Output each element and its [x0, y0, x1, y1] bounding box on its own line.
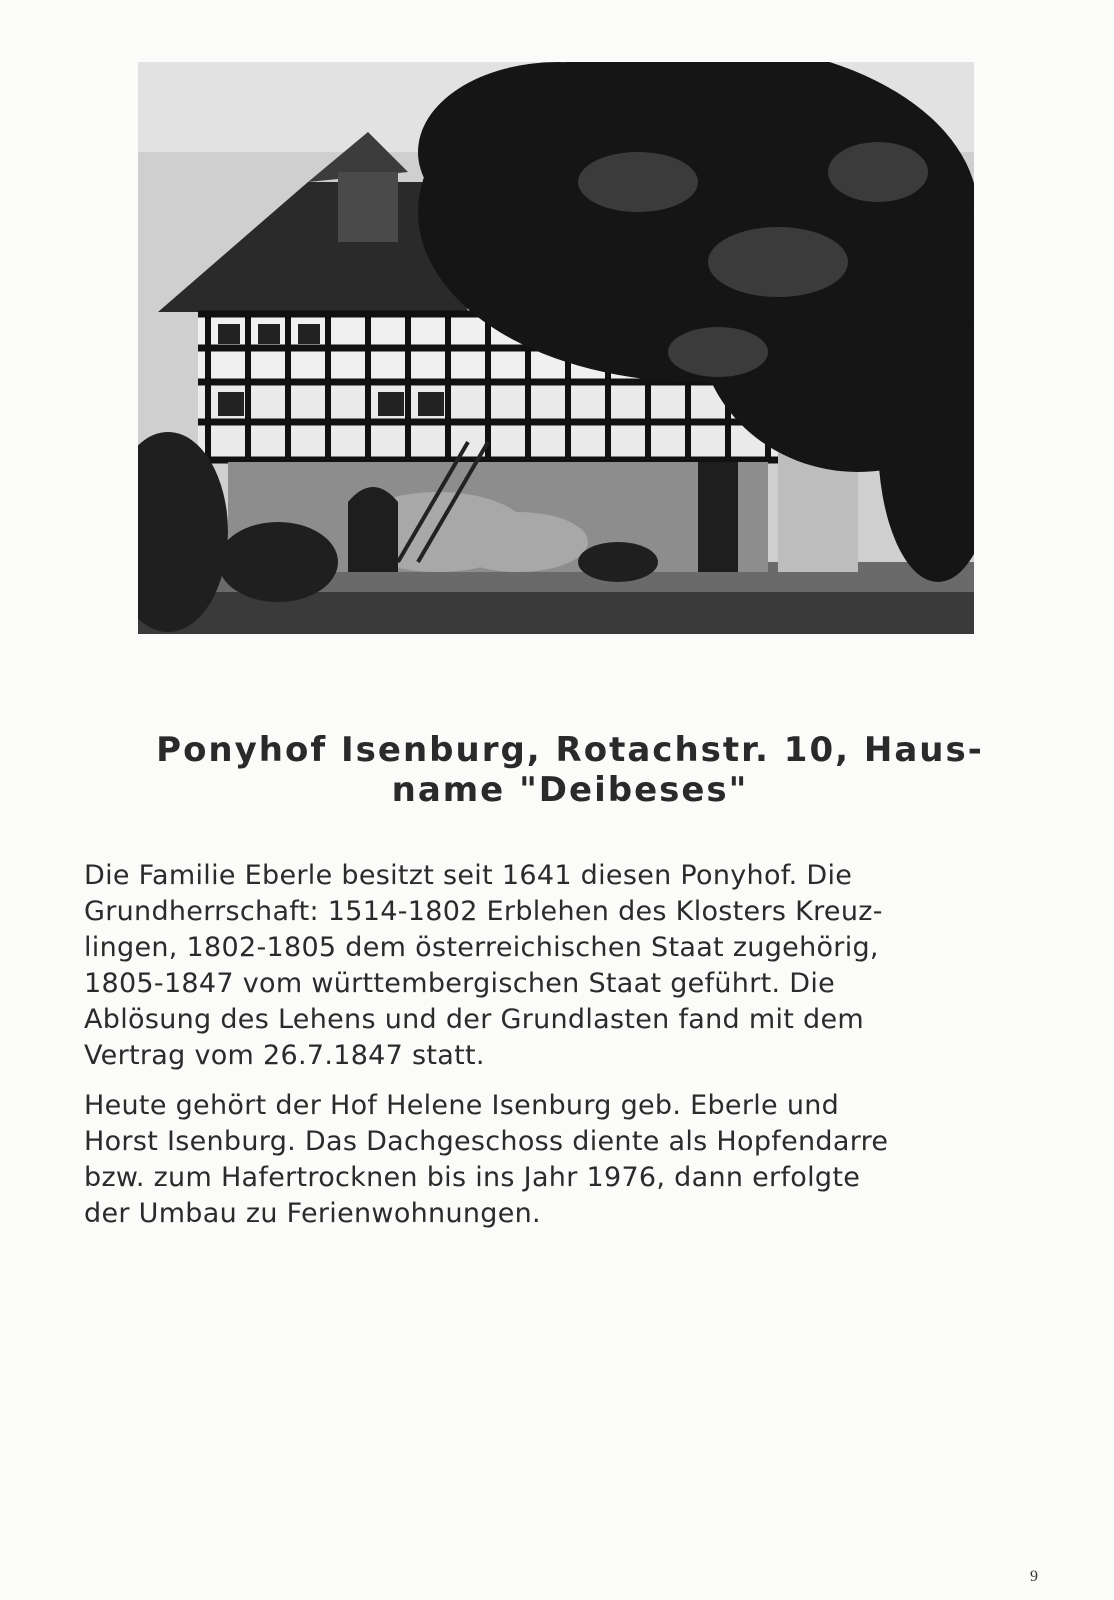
paragraph-history [84, 858, 1036, 1074]
text-line: lingen, 1802-1805 dem österreichischen Staat zugehörig, [84, 932, 879, 963]
article-heading [100, 730, 1040, 810]
farmhouse-photo [138, 62, 974, 634]
article-body [84, 858, 1036, 1246]
text-line: Grundherrschaft: 1514-1802 Erblehen des Klosters Kreuz- [84, 896, 883, 927]
page-number: 9 [1030, 1568, 1038, 1585]
farmhouse-image [138, 62, 974, 634]
heading-line-1: Ponyhof Isenburg, Rotachstr. 10, Haus- [156, 730, 984, 770]
text-line: Vertrag vom 26.7.1847 statt. [84, 1040, 485, 1071]
text-line: 1805-1847 vom württembergischen Staat geführt. Die [84, 968, 836, 999]
text-line: bzw. zum Hafertrocknen bis ins Jahr 1976, dann erfolgte [84, 1162, 861, 1193]
text-line: Die Familie Eberle besitzt seit 1641 diesen Ponyhof. Die [84, 860, 853, 891]
text-line: Heute gehört der Hof Helene Isenburg geb. Eberle und [84, 1090, 840, 1121]
text-line: Ablösung des Lehens und der Grundlasten fand mit dem [84, 1004, 864, 1035]
paragraph-ownership [84, 1088, 1036, 1232]
text-line: Horst Isenburg. Das Dachgeschoss diente als Hopfendarre [84, 1126, 889, 1157]
heading-line-2: name "Deibeses" [391, 770, 749, 810]
text-line: der Umbau zu Ferienwohnungen. [84, 1198, 541, 1229]
